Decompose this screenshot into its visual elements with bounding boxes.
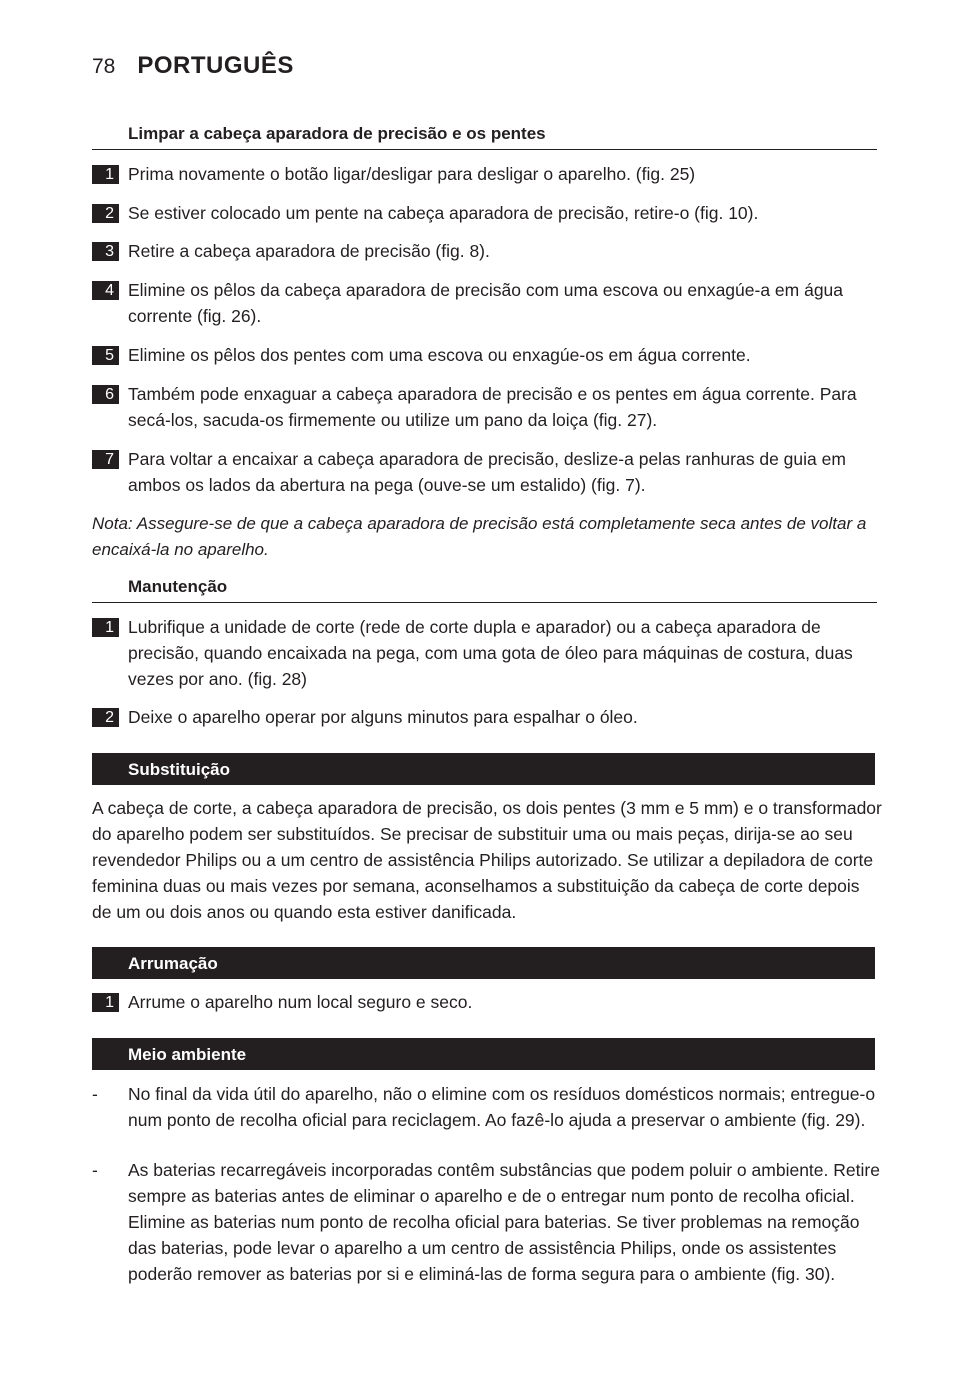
- step-number: 1: [92, 993, 119, 1012]
- step-number: 2: [92, 204, 119, 223]
- step-text: Arrume o aparelho num local seguro e seco.: [128, 992, 473, 1012]
- page-number: 78: [92, 55, 116, 78]
- bullet-dash: -: [92, 1160, 98, 1180]
- step-text: Também pode enxaguar a cabeça aparadora de precisão e os pentes em água corrente. Para secá-los, sacuda-os firmemente ou utilize um pano da loiça (fig. 27).: [128, 384, 857, 430]
- heading-clean-precision-trimmer: Limpar a cabeça aparadora de precisão e os pentes: [92, 124, 877, 150]
- step-item: [92, 342, 882, 368]
- step-text: Lubrifique a unidade de corte (rede de corte dupla e aparador) ou a cabeça aparadora de precisão, quando encaixada na pega, com uma gota de óleo para máquinas de costura, duas vezes por ano. (fig. 28): [128, 617, 853, 689]
- step-item: [92, 200, 882, 226]
- heading-maintenance: Manutenção: [92, 577, 877, 603]
- step-item: [92, 161, 882, 187]
- step-item: [92, 238, 882, 264]
- step-item: [92, 277, 882, 329]
- step-number: 3: [92, 242, 119, 261]
- step-text: Elimine os pêlos da cabeça aparadora de precisão com uma escova ou enxagúe-a em água corrente (fig. 26).: [128, 280, 844, 326]
- step-text: Se estiver colocado um pente na cabeça aparadora de precisão, retire-o (fig. 10).: [128, 203, 759, 223]
- heading-environment: Meio ambiente: [92, 1038, 875, 1070]
- bullet-item: [92, 1081, 882, 1133]
- bullet-item: [92, 1157, 882, 1287]
- step-text: Deixe o aparelho operar por alguns minutos para espalhar o óleo.: [128, 707, 638, 727]
- step-item: [92, 989, 882, 1015]
- step-number: 2: [92, 708, 119, 727]
- step-item: [92, 446, 882, 498]
- step-item: [92, 704, 882, 730]
- step-number: 4: [92, 281, 119, 300]
- note: Nota: Assegure-se de que a cabeça aparadora de precisão está completamente seca antes de voltar a encaixá-la no aparelho.: [92, 514, 867, 559]
- step-number: 7: [92, 450, 119, 469]
- bullet-dash: -: [92, 1084, 98, 1104]
- step-number: 1: [92, 618, 119, 637]
- bullet-text: No final da vida útil do aparelho, não o elimine com os resíduos domésticos normais; entregue-o num ponto de recolha oficial para reciclagem. Ao fazê-lo ajuda a preservar o ambiente (fig. 29).: [128, 1084, 876, 1130]
- page-header: [92, 52, 294, 80]
- step-text: Para voltar a encaixar a cabeça aparadora de precisão, deslize-a pelas ranhuras de guia em ambos os lados da abertura na pega (ouve-se um estalido) (fig. 7).: [128, 449, 846, 495]
- step-item: [92, 614, 882, 692]
- heading-replacement: Substituição: [92, 753, 875, 785]
- step-number: 5: [92, 346, 119, 365]
- step-text: Elimine os pêlos dos pentes com uma escova ou enxagúe-os em água corrente.: [128, 345, 751, 365]
- bullet-text: As baterias recarregáveis incorporadas contêm substâncias que podem poluir o ambiente. Retire sempre as baterias antes de eliminar o aparelho e de o entregar num ponto de recolha oficial. Elimine as baterias num ponto de recolha oficial para baterias. Se tiver problemas na remoção das baterias, pode levar o aparelho a um centro de assistência Philips, onde os assistentes poderão remover as baterias por si e eliminá-las de forma segura para o ambiente (fig. 30).: [128, 1160, 880, 1284]
- step-item: [92, 381, 882, 433]
- step-number: 6: [92, 385, 119, 404]
- language-title: PORTUGUÊS: [137, 52, 294, 79]
- heading-storage: Arrumação: [92, 947, 875, 979]
- replacement-paragraph: A cabeça de corte, a cabeça aparadora de precisão, os dois pentes (3 mm e 5 mm) e o transformador do aparelho podem ser substituídos. Se precisar de substituir uma ou mais peças, dirija-se ao seu revendedor Philips ou a um centro de assistência Philips autorizado. Se utilizar a depiladora de corte feminina duas ou mais vezes por semana, aconselhamos a substituição da cabeça de corte depois de um ou dois anos ou quando esta estiver danificada.: [92, 798, 882, 922]
- step-number: 1: [92, 165, 119, 184]
- step-text: Retire a cabeça aparadora de precisão (fig. 8).: [128, 241, 490, 261]
- step-text: Prima novamente o botão ligar/desligar para desligar o aparelho. (fig. 25): [128, 164, 696, 184]
